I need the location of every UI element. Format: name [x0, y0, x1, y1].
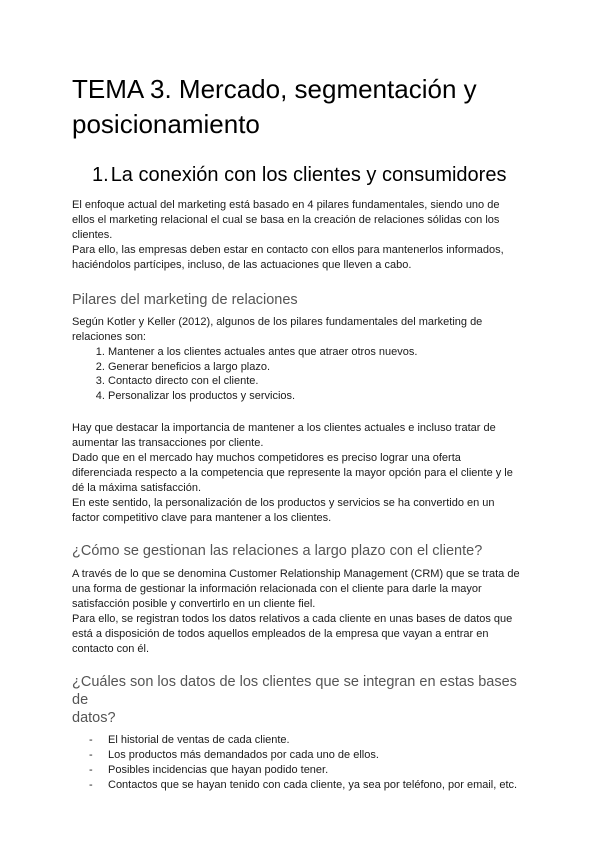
document-title-line-2: posicionamiento [72, 109, 260, 139]
intro-paragraph-1 [72, 198, 528, 243]
list-item-text: Contactos que se hayan tenido con cada cliente, ya sea por teléfono, por email, etc. [108, 779, 518, 791]
pillars-list [72, 345, 528, 403]
list-item: 2. Generar beneficios a largo plazo. [108, 360, 528, 375]
text-line: Para ello, las empresas deben estar en contacto con ellos para mantenerlos informados, [72, 244, 504, 256]
crm-heading: ¿Cómo se gestionan las relaciones a largo plazo con el cliente? [72, 543, 483, 559]
list-item-text: Los productos más demandados por cada uno de ellos. [108, 749, 379, 761]
heading-line: ¿Cuáles son los datos de los clientes que se integran en estas bases de [72, 674, 517, 708]
section-1-heading [92, 162, 528, 188]
heading-line: datos? [72, 710, 116, 726]
document-title [72, 0, 528, 142]
list-item-text: El historial de ventas de cada cliente. [108, 734, 290, 746]
list-item [89, 733, 528, 748]
text-line: haciéndolos partícipes, incluso, de las actuaciones que lleven a cabo. [72, 259, 412, 271]
list-item [89, 778, 528, 793]
text-line: Para ello, se registran todos los datos relativos a cada cliente en unas bases de datos que [72, 613, 513, 625]
text-line: relaciones son: [72, 331, 146, 343]
pillars-intro [72, 315, 528, 345]
text-line: está a disposición de todos aquellos empleados de la empresa que vayan a entrar en [72, 628, 489, 640]
text-line: aumentar las transacciones por cliente. [72, 437, 264, 449]
list-item: 3. Contacto directo con el cliente. [108, 374, 528, 389]
text-line: En este sentido, la personalización de los productos y servicios se ha convertido en un [72, 497, 495, 509]
list-item [89, 748, 528, 763]
text-line: Dado que en el mercado hay muchos competidores es preciso lograr una oferta [72, 452, 461, 464]
text-line: contacto con él. [72, 643, 150, 655]
dash-bullet: - [89, 734, 93, 746]
text-line: clientes. [72, 229, 113, 241]
intro-paragraph-2 [72, 243, 528, 273]
text-line: satisfacción posible y convertirlo en un cliente fiel. [72, 598, 316, 610]
text-line: factor competitivo clave para mantener a los clientes. [72, 512, 332, 524]
text-line: El enfoque actual del marketing está basado en 4 pilares fundamentales, siendo uno de [72, 199, 500, 211]
pillars-heading: Pilares del marketing de relaciones [72, 292, 298, 308]
text-line: ellos el marketing relacional el cual se basa en la creación de relaciones sólidas con los [72, 214, 500, 226]
section-number: 1. [92, 164, 109, 186]
pillars-paragraph-2 [72, 451, 528, 496]
list-item [89, 763, 528, 778]
list-item: 4. Personalizar los productos y servicios. [108, 389, 528, 404]
client-data-list [72, 733, 528, 793]
text-line: diferenciada respecto a la competencia que represente la mayor opción para el cliente y le [72, 467, 513, 479]
pillars-paragraph-3 [72, 496, 528, 526]
crm-paragraph-2 [72, 612, 528, 657]
dash-bullet: - [89, 749, 93, 761]
text-line: Según Kotler y Keller (2012), algunos de los pilares fundamentales del marketing de [72, 316, 483, 328]
text-line: Hay que destacar la importancia de mantener a los clientes actuales e incluso tratar de [72, 422, 496, 434]
list-item-text: Posibles incidencias que hayan podido tener. [108, 764, 329, 776]
text-line: dé la máxima satisfacción. [72, 482, 201, 494]
client-data-heading [72, 673, 528, 727]
text-line: A través de lo que se denomina Customer Relationship Management (CRM) que se trata de [72, 568, 520, 580]
list-item: 1. Mantener a los clientes actuales antes que atraer otros nuevos. [108, 345, 528, 360]
dash-bullet: - [89, 779, 93, 791]
dash-bullet: - [89, 764, 93, 776]
document-title-line-1: TEMA 3. Mercado, segmentación y [72, 74, 477, 104]
section-heading-text: La conexión con los clientes y consumidores [110, 164, 507, 186]
text-line: una forma de gestionar la información relacionada con el cliente para darle la mayor [72, 583, 482, 595]
crm-paragraph-1 [72, 567, 528, 612]
pillars-paragraph-1 [72, 421, 528, 451]
